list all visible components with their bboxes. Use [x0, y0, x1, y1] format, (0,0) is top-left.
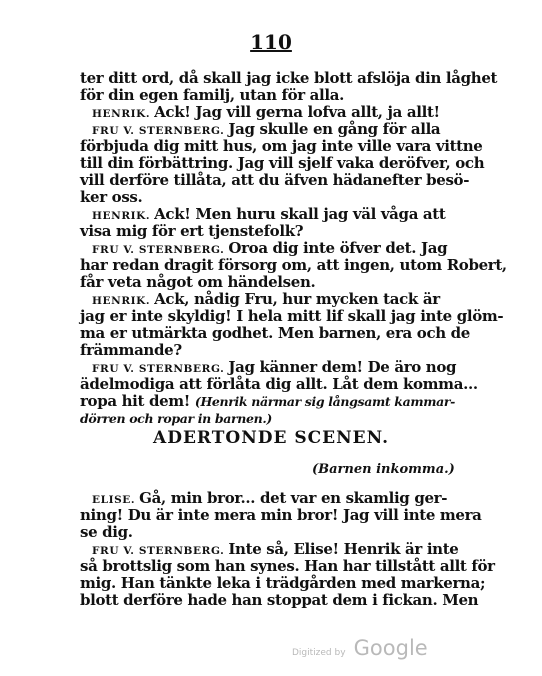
text-line — [80, 359, 458, 376]
line-text: jag er inte skyldig! I hela mitt lif skall jag inte glöm- — [80, 307, 504, 325]
watermark-logo-text: Google — [353, 636, 428, 660]
text-line — [80, 574, 486, 592]
text-line — [80, 342, 458, 359]
watermark-small-text: Digitized by — [292, 648, 346, 658]
line-text: för din egen familj, utan för alla. — [80, 86, 344, 104]
line-text: har redan dragit försorg om, att ingen, utom Robert, — [80, 256, 507, 274]
text-block-lower — [80, 489, 495, 609]
text-line — [80, 375, 478, 393]
text-line — [80, 541, 458, 558]
speaker-name: FRU V. STERNBERG. — [92, 125, 225, 137]
line-text: så brottslig som han synes. Han har tillstått allt för — [80, 557, 495, 575]
speaker-name: FRU V. STERNBERG. — [92, 545, 225, 557]
text-block-upper — [80, 69, 507, 427]
speaker-name: FRU V. STERNBERG. — [92, 363, 225, 375]
stage-direction: dörren och ropar in barnen.) — [80, 411, 272, 426]
text-line — [80, 104, 458, 121]
line-text: ropa hit dem! — [80, 392, 195, 410]
scene-heading: ADERTONDE SCENEN. — [153, 428, 389, 448]
text-line — [80, 506, 482, 524]
speaker-name: FRU V. STERNBERG. — [92, 244, 225, 256]
line-text: till din förbättring. Jag vill sjelf vaka deröfver, och — [80, 154, 485, 172]
speaker-name: HENRIK. — [92, 108, 151, 120]
line-text: blott derföre hade han stoppat dem i fickan. Men — [80, 591, 479, 609]
text-line — [80, 490, 458, 507]
text-line — [80, 189, 458, 206]
text-line — [80, 223, 458, 240]
line-text: mig. Han tänkte leka i trädgården med markerna; — [80, 574, 486, 592]
text-line — [80, 307, 504, 325]
text-line — [80, 154, 485, 172]
line-text: Ack! Men huru skall jag väl våga att — [154, 205, 446, 223]
stage-direction-entry: (Barnen inkomma.) — [312, 462, 455, 477]
speaker-name: HENRIK. — [92, 295, 151, 307]
text-line — [80, 291, 458, 308]
speaker-name: ELISE. — [92, 494, 136, 506]
line-text: Inte så, Elise! Henrik är inte — [228, 540, 459, 558]
line-text: Gå, min bror... det var en skamlig ger- — [139, 489, 448, 507]
line-text: förbjuda dig mitt hus, om jag inte ville vara vittne — [80, 137, 483, 155]
line-text: främmande? — [80, 341, 182, 359]
line-text: se dig. — [80, 523, 133, 541]
line-text: ker oss. — [80, 188, 143, 206]
line-text: ädelmodiga att förlåta dig allt. Låt dem komma... — [80, 375, 478, 393]
line-text: Jag skulle en gång för alla — [228, 120, 441, 138]
text-line — [80, 324, 470, 342]
text-line — [80, 256, 507, 274]
text-line — [80, 69, 498, 87]
text-line — [80, 410, 458, 427]
text-line — [80, 137, 483, 155]
text-line — [80, 121, 458, 138]
text-line — [80, 393, 458, 410]
line-text: ter ditt ord, då skall jag icke blott afslöja din låghet — [80, 69, 498, 87]
line-text: Jag känner dem! De äro nog — [228, 358, 457, 376]
line-text: vill derföre tillåta, att du äfven hädanefter besö- — [80, 171, 470, 189]
text-line — [80, 591, 479, 609]
page-number: 110 — [250, 30, 292, 54]
text-line — [80, 171, 470, 189]
text-line — [80, 274, 458, 291]
text-line — [80, 206, 458, 223]
text-line — [80, 87, 458, 104]
speaker-name: HENRIK. — [92, 210, 151, 222]
line-text: Ack! Jag vill gerna lofva allt, ja allt! — [154, 103, 440, 121]
text-line — [80, 557, 495, 575]
line-text: Oroa dig inte öfver det. Jag — [228, 239, 448, 257]
line-text: visa mig för ert tjenstefolk? — [80, 222, 304, 240]
stage-direction: (Henrik närmar sig långsamt kammar- — [194, 394, 455, 409]
text-line — [80, 524, 458, 541]
line-text: ning! Du är inte mera min bror! Jag vill inte mera — [80, 506, 482, 524]
google-watermark — [292, 636, 428, 660]
line-text: ma er utmärkta godhet. Men barnen, era och de — [80, 324, 470, 342]
line-text: får veta något om händelsen. — [80, 273, 316, 291]
line-text: Ack, nådig Fru, hur mycken tack är — [154, 290, 440, 308]
text-line — [80, 240, 458, 257]
